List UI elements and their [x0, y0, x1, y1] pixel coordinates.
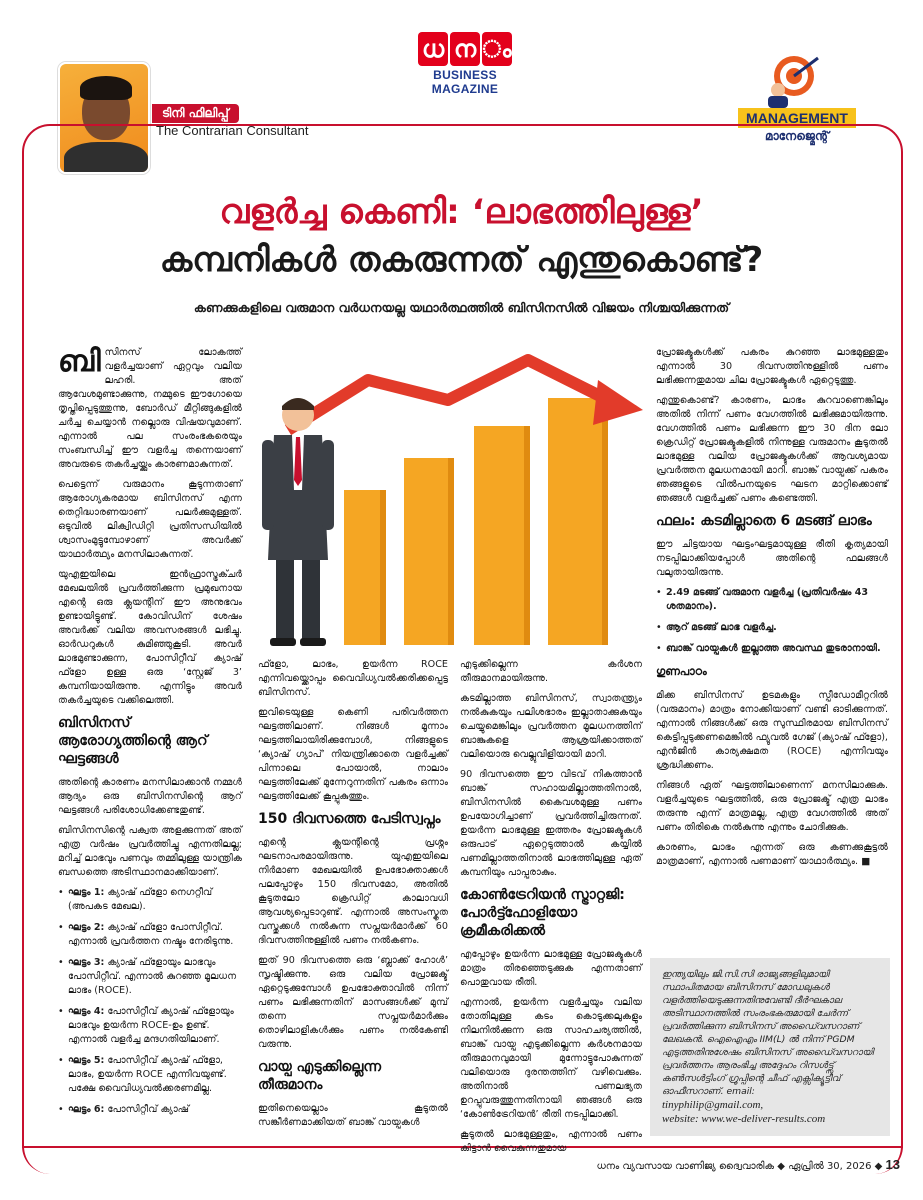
paragraph: എപ്പോഴും ഉയര്‍ന്ന ലാഭമുള്ള പ്രോജക്ടുകള്‍ മാത്രം തിരഞ്ഞെടുക്കുക എന്നതാണ് പൊതുവായ രീതി. — [460, 949, 642, 988]
paragraph: ഇതിനെയെല്ലാം കൂടുതല്‍ സങ്കീര്‍ണമാക്കിയത് ബാങ്ക് വായ്പകള്‍ — [258, 1103, 448, 1128]
results-list — [656, 586, 888, 656]
author-bio: ഇന്ത്യയിലും ജി.സി.സി രാജ്യങ്ങളിലുമായി സ്ഥാപിതമായ ബിസിനസ് മോഡലുകള്‍ വളര്‍ത്തിയെടുക്കുന്നതിനുവേണ്ടി ദീര്‍ഘകാല അടിസ്ഥാനത്തില്‍ സംരംഭകരുമായി ചേര്‍ന്ന് പ്രവര്‍ത്തിക്കുന്ന ബിസിനസ് അഡൈ്വസറാണ് ലേഖകന്‍. ഐഐഎം IIM(L) ല്‍ നിന്ന് PGDM എടുത്തതിനുശേഷം ബിസിനസ് അഡൈ്വസറായി പ്രവര്‍ത്തനം ആരംഭിച്ച അദ്ദേഹം റിസള്‍ട്ട്സ് കണ്‍സള്‍ട്ടിംഗ് ഗ്രൂപ്പിന്റെ ചീഫ് എക്സിക്യൂട്ടീവ് ഓഫീസറാണ്. email: — [662, 969, 874, 1097]
stages-list — [58, 886, 242, 1117]
column-4 — [656, 346, 888, 875]
paragraph: അതിന്റെ കാരണം മനസിലാക്കാന്‍ നമ്മള്‍ ആദ്യം ഒരു ബിസിനസിന്റെ ആറ് ഘട്ടങ്ങള്‍ പരിശോധിക്കേണ്ടതുണ്ട്. — [58, 777, 242, 816]
author-email[interactable]: tinyphilip@gmail.com, — [662, 1099, 764, 1111]
section-heading: കോണ്‍ട്രേറിയന്‍ സ്ട്രാറ്റജി: പോര്‍ട്ട്ഫോളിയോ ക്രമീകരിക്കല്‍ — [460, 887, 625, 939]
section-heading: വായ്പ എടുക്കില്ലെന്ന തീരുമാനം — [258, 1059, 382, 1093]
paragraph: കൂടുതല്‍ ലാഭമുള്ളതും, എന്നാല്‍ പണം കിട്ടാന്‍ വൈകുന്നതുമായ — [460, 1129, 642, 1154]
section-heading: ഗുണപാഠം — [656, 665, 707, 678]
magazine-name: BUSINESS MAGAZINE — [431, 68, 499, 96]
list-item: • ബാങ്ക് വായ്പകള്‍ ഇല്ലാത്ത അവസ്ഥ തുടരാനായി. — [656, 642, 888, 656]
author-website[interactable]: website: www.we-deliver-results.com — [662, 1113, 826, 1125]
paragraph: ഈ ചിട്ടയായ ഘട്ടംഘട്ടമായുള്ള രീതി കൃത്യമായി നടപ്പിലാക്കിയപ്പോള്‍ അതിന്റെ ഫലങ്ങള്‍ വലുതായിരുന്നു. — [656, 539, 888, 578]
paragraph: 90 ദിവസത്തെ ഈ വിടവ് നികത്താന്‍ ബാങ്ക് സഹായമില്ലാത്തതിനാല്‍, ബിസിനസില്‍ കൈവശമുള്ള പണം ഉപയോഗിച്ചാണ് പ്രവര്‍ത്തിച്ചിരുന്നത്. ഉയര്‍ന്ന ലാഭമുള്ള ഇത്തരം പ്രോജക്ടുകള്‍ ഒരുപാട് ഏറ്റെടുത്താല്‍ കയ്യില്‍ പണമില്ലാത്തതിനാല്‍ ലാഭത്തിലുള്ള ഏത് കമ്പനിയും പാപ്പരാകും. — [460, 769, 642, 878]
growth-illustration — [248, 340, 648, 650]
section-heading: ഫലം: കടമില്ലാതെ 6 മടങ്ങ് ലാഭം — [656, 513, 872, 529]
section-label-en: MANAGEMENT — [738, 108, 856, 128]
masthead — [400, 32, 530, 96]
paragraph: ഫ്ളോ, ലാഭം, ഉയര്‍ന്ന ROCE എന്നിവയ്ക്കൊപ്പം വൈവിധ്യവല്‍ക്കരിക്കപ്പെട്ട ബിസിനസ്. — [258, 659, 448, 698]
page-number: 13 — [885, 1157, 900, 1172]
headline — [40, 188, 883, 284]
list-item: • ഘട്ടം 4: പോസിറ്റീവ് ക്യാഷ് ഫ്ളോയും ലാഭവും ഉയര്‍ന്ന ROCE-ഉം ഉണ്ട്. എന്നാല്‍ വളര്‍ച്ച മന്ദഗതിയിലാണ്. — [58, 1005, 242, 1047]
section-label-ml: മാനേജ്മെന്റ് — [765, 129, 829, 143]
logo-glyph: ന — [450, 32, 480, 66]
page-footer — [560, 1157, 900, 1172]
logo-glyph: ം — [482, 32, 512, 66]
paragraph: നിങ്ങള്‍ ഏത് ഘട്ടത്തിലാണെന്ന് മനസിലാക്കുക. വളര്‍ച്ചയുടെ ഘട്ടത്തില്‍, ഒരു പ്രോജക്ട് എത്ര ലാഭം തരുന്നു എന്ന് മാത്രമല്ല, എത്ര വേഗത്തില്‍ അത് പണം തിരികെ നല്‍കുന്നു എന്നും ചോദിക്കുക. — [656, 780, 888, 833]
footer-text: ധനം വ്യവസായ വാണിജ്യ ദ്വൈവാരിക ◆ ഏപ്രില്‍ 30, 2026 ◆ — [596, 1161, 883, 1172]
paragraph: യുഎഇയിലെ ഇന്‍ഫ്രാസ്ട്രക്ചര്‍ മേഖലയില്‍ പ്രവര്‍ത്തിക്കുന്ന പ്രമുഖനായ എന്റെ ഒരു ക്ലയന്റിന് ഈ അനുഭവം ഉണ്ടായിട്ടുണ്ട്. കോവിഡിന് ശേഷം അവര്‍ക്ക് വലിയ അവസരങ്ങള്‍ ലഭിച്ചു. ഓര്‍ഡറുകള്‍ കുമിഞ്ഞുകൂടി. അവര്‍ ലാഭമുണ്ടാക്കുന്ന, പോസിറ്റീവ് ക്യാഷ് ഫ്ളോ ഉള്ള ഒരു ‘സ്റ്റേജ് 3’ കമ്പനിയായിരുന്നു. എന്നിട്ടും അവര്‍ തകര്‍ച്ചയുടെ വക്കിലെത്തി. — [58, 569, 242, 706]
paragraph: സിനസ് ലോകത്ത് വളര്‍ച്ചയാണ് ഏറ്റവും വലിയ ലഹരി. അത് ആവേശമുണ്ടാക്കുന്നു, നമ്മുടെ ഈഗോയെ തൃപ്തിപ്പെടുത്തുന്നു, ബോര്‍ഡ് മീറ്റിങ്ങുകളില്‍ ചര്‍ച്ച ചെയ്യാന്‍ നല്ലൊരു വിഷയവുമാണ്. എന്നാല്‍ പല സംരംഭകരെയും സംബന്ധിച്ച് ഈ വളര്‍ച്ച തന്നെയാണ് അവരുടെ തകര്‍ച്ചയ്ക്കും കാരണമാകുന്നത്. — [58, 347, 242, 470]
dhanam-logo — [400, 32, 530, 66]
target-icon — [760, 54, 824, 108]
column-3 — [460, 658, 642, 1162]
paragraph: ഇത് 90 ദിവസത്തെ ഒരു ‘ബ്ലാക്ക് ഹോള്‍’ സൃഷ്ടിക്കുന്നു. ഒരു വലിയ പ്രോജക്ട് ഏറ്റെടുക്കുമ്പോള്‍ ഉപഭോക്താവില്‍ നിന്ന് പണം ലഭിക്കുന്നതിന് മാസങ്ങള്‍ക്ക് മുമ്പ് തന്നെ സപ്ലയര്‍മാര്‍ക്കും തൊഴിലാളികള്‍ക്കും പണം നല്‍കേണ്ടി വരുന്നു. — [258, 955, 448, 1050]
paragraph: ഇവിടെയുള്ള കെണി പരിവര്‍ത്തന ഘട്ടത്തിലാണ്. നിങ്ങള്‍ മൂന്നാം ഘട്ടത്തിലായിരിക്കുമ്പോള്‍, നിങ്ങളുടെ ‘ക്യാഷ് ഗ്യാപ്’ നിയന്ത്രിക്കാതെ വളര്‍ച്ചക്ക് പിന്നാലെ പോയാല്‍, നാലാം ഘട്ടത്തിലേക്ക് മുന്നേറുന്നതിന് പകരം ഒന്നാം ഘട്ടത്തിലേക്ക് കൂപ്പുകുത്തും. — [258, 707, 448, 802]
paragraph: മിക്ക ബിസിനസ് ഉടമകളും സ്പീഡോമീറ്ററില്‍ (വരുമാനം) മാത്രം നോക്കിയാണ് വണ്ടി ഓടിക്കുന്നത്. എന്നാല്‍ നിങ്ങള്‍ക്ക് ഒരു സുസ്ഥിരമായ ബിസിനസ് കെട്ടിപ്പടുക്കണമെങ്കില്‍ ഫ്യുവല്‍ ഗേജ് (ക്യാഷ് ഫ്ളോ), എന്‍ജിന്‍ കാര്യക്ഷമത (ROCE) എന്നിവയും ശ്രദ്ധിക്കണം. — [656, 690, 888, 771]
list-item: • ആറ് മടങ്ങ് ലാഭ വളര്‍ച്ച. — [656, 621, 888, 635]
paragraph: കടമില്ലാത്ത ബിസിനസ്, സ്വാതന്ത്ര്യം നല്‍കുകയും പലിശഭാരം ഇല്ലാതാക്കുകയും ചെയ്യുമെങ്കിലും പ്രവര്‍ത്തന മൂലധനത്തിന് ബാങ്കുകളെ ആശ്രയിക്കാത്തത് വലിയൊരു വെല്ലുവിളിയായി മാറി. — [460, 693, 642, 760]
section-heading: 150 ദിവസത്തെ പേടിസ്വപ്നം — [258, 811, 441, 827]
column-1 — [58, 346, 242, 1124]
paragraph: എന്തുകൊണ്ട്? കാരണം, ലാഭം കുറവാണെങ്കിലും അതില്‍ നിന്ന് പണം വേഗത്തില്‍ ലഭിക്കുമായിരുന്നു. വേഗത്തില്‍ പണം ലഭിക്കുന്ന ഈ 30 ദിന ലോ ക്രെഡിറ്റ് പ്രോജക്ടുകളില്‍ നിന്നുള്ള വരുമാനം കൂടുതല്‍ ലാഭമുള്ള വലിയ പ്രോജക്ടുകള്‍ക്ക് ആവശ്യമായ പ്രവര്‍ത്തന മൂലധനമായി മാറി. ബാങ്ക് വായ്പക്ക് പകരം ഞങ്ങളുടെ വില്‍പനയുടെ ഘടന മാറ്റിക്കൊണ്ട് ഞങ്ങള്‍ വളര്‍ച്ചക്ക് പണം കണ്ടെത്തി. — [656, 395, 888, 504]
list-item: • ഘട്ടം 3: ക്യാഷ് ഫ്ളോയും ലാഭവും പോസിറ്റീവ്. എന്നാല്‍ കുറഞ്ഞ മൂലധന ലാഭം (ROCE). — [58, 956, 242, 998]
author-tagline: The Contrarian Consultant — [156, 123, 309, 138]
paragraph: ബിസിനസിന്റെ പക്വത അളക്കുന്നത് അത് എത്ര വര്‍ഷം പ്രവര്‍ത്തിച്ചു എന്നതിലല്ല; മറിച്ച് ലാഭവും പണവും തമ്മിലുള്ള യാന്ത്രിക ബന്ധത്തെ അടിസ്ഥാനമാക്കിയാണ്. — [58, 825, 242, 878]
paragraph: എന്നാല്‍, ഉയര്‍ന്ന വളര്‍ച്ചയും വലിയ തോതിലുള്ള കടം കൊടുക്കലുകളും നിലനില്‍ക്കുന്ന ഒരു സാഹചര്യത്തില്‍, ബാങ്ക് വായ്പ എടുക്കില്ലെന്ന കര്‍ശനമായ തീരുമാനവുമായി മുന്നോട്ടുപോകുന്നത് വലിയൊരു ദുരന്തത്തിന് വഴിവെക്കും. അതിനാല്‍ പണലഭ്യത ഉറപ്പുവരുത്തുന്നതിനായി ഞങ്ങള്‍ ഒരു ‘കോണ്‍ട്രേറിയന്‍’ രീതി നടപ്പിലാക്കി. — [460, 997, 642, 1120]
list-item: • ഘട്ടം 5: പോസിറ്റീവ് ക്യാഷ് ഫ്ളോ, ലാഭം, ഉയര്‍ന്ന ROCE എന്നിവയുണ്ട്. പക്ഷേ വൈവിധ്യവല്‍ക്കരണമില്ല. — [58, 1054, 242, 1096]
paragraph: എടുക്കില്ലെന്ന കര്‍ശന തീരുമാനമായിരുന്നു. — [460, 659, 642, 684]
list-item: • ഘട്ടം 1: ക്യാഷ് ഫ്ളോ നെഗറ്റീവ് (അപകട മേഖല). — [58, 886, 242, 914]
paragraph: കാരണം, ലാഭം എന്നത് ഒരു കണക്കുകൂട്ടല്‍ മാത്രമാണ്, എന്നാല്‍ പണമാണ് യാഥാര്‍ത്ഥ്യം. ■ — [656, 842, 888, 867]
dropcap: ബി — [58, 344, 101, 379]
paragraph: പ്രോജക്ടുകള്‍ക്ക് പകരം കുറഞ്ഞ ലാഭമുള്ളതും എന്നാല്‍ 30 ദിവസത്തിനുള്ളില്‍ പണം ലഭിക്കുന്നതുമായ ചില പ്രോജക്ടുകള്‍ ഏറ്റെടുത്തു. — [656, 347, 888, 386]
section-heading: ബിസിനസ് ആരോഗ്യത്തിന്റെ ആറ് ഘട്ടങ്ങള്‍ — [58, 715, 208, 767]
headline-line-2: കമ്പനികള്‍ തകരുന്നത് എന്തുകൊണ്ട്? — [159, 240, 764, 280]
list-item: • ഘട്ടം 6: പോസിറ്റീവ് ക്യാഷ് — [58, 1103, 242, 1117]
list-item: • 2.49 മടങ്ങ് വരുമാന വളര്‍ച്ച (പ്രതിവര്‍ഷം 43 ശതമാനം). — [656, 586, 888, 614]
paragraph: പെട്ടെന്ന് വരുമാനം കൂടുന്നതാണ് ആരോഗ്യകരമായ ബിസിനസ് എന്ന തെറ്റിദ്ധാരണയാണ് പലര്‍ക്കുമുള്ളത്. ഒടുവില്‍ ലിക്വിഡിറ്റി പ്രതിസന്ധിയില്‍ ശ്വാസംമുട്ടുമ്പോഴാണ് അവര്‍ക്ക് യാഥാര്‍ത്ഥ്യം മനസിലാകുന്നത്. — [58, 479, 242, 560]
subheadline: കണക്കുകളിലെ വരുമാന വര്‍ധനയല്ല യഥാര്‍ത്ഥത്തില്‍ ബിസിനസില്‍ വിജയം നിശ്ചയിക്കുന്നത് — [193, 300, 730, 315]
author-name: ടിനി ഫിലിപ്പ് — [152, 104, 239, 123]
headline-line-1: വളര്‍ച്ച കെണി: ‘ലാഭത്തിലുള്ള’ — [219, 192, 704, 232]
author-bio-box — [650, 958, 890, 1136]
list-item: • ഘട്ടം 2: ക്യാഷ് ഫ്ളോ പോസിറ്റീവ്. എന്നാല്‍ പ്രവര്‍ത്തന നഷ്ടം നേരിടുന്നു. — [58, 921, 242, 949]
column-2 — [258, 658, 448, 1136]
paragraph: എന്റെ ക്ലയന്റിന്റെ പ്രശ്നം ഘടനാപരമായിരുന്നു. യുഎഇയിലെ നിര്‍മാണ മേഖലയില്‍ ഉപഭോക്താക്കള്‍ പലപ്പോഴും 150 ദിവസമോ, അതില്‍ കൂടുതലോ ക്രെഡിറ്റ് കാലാവധി ആവശ്യപ്പെടാറുണ്ട്. എന്നാല്‍ അസംസ്കൃത വസ്തുക്കള്‍ നല്‍കുന്ന സപ്ലയര്‍മാര്‍ക്ക് 60 ദിവസത്തിനുള്ളില്‍ പണം നല്‍കണം. — [258, 837, 448, 946]
logo-glyph: ധ — [418, 32, 448, 66]
